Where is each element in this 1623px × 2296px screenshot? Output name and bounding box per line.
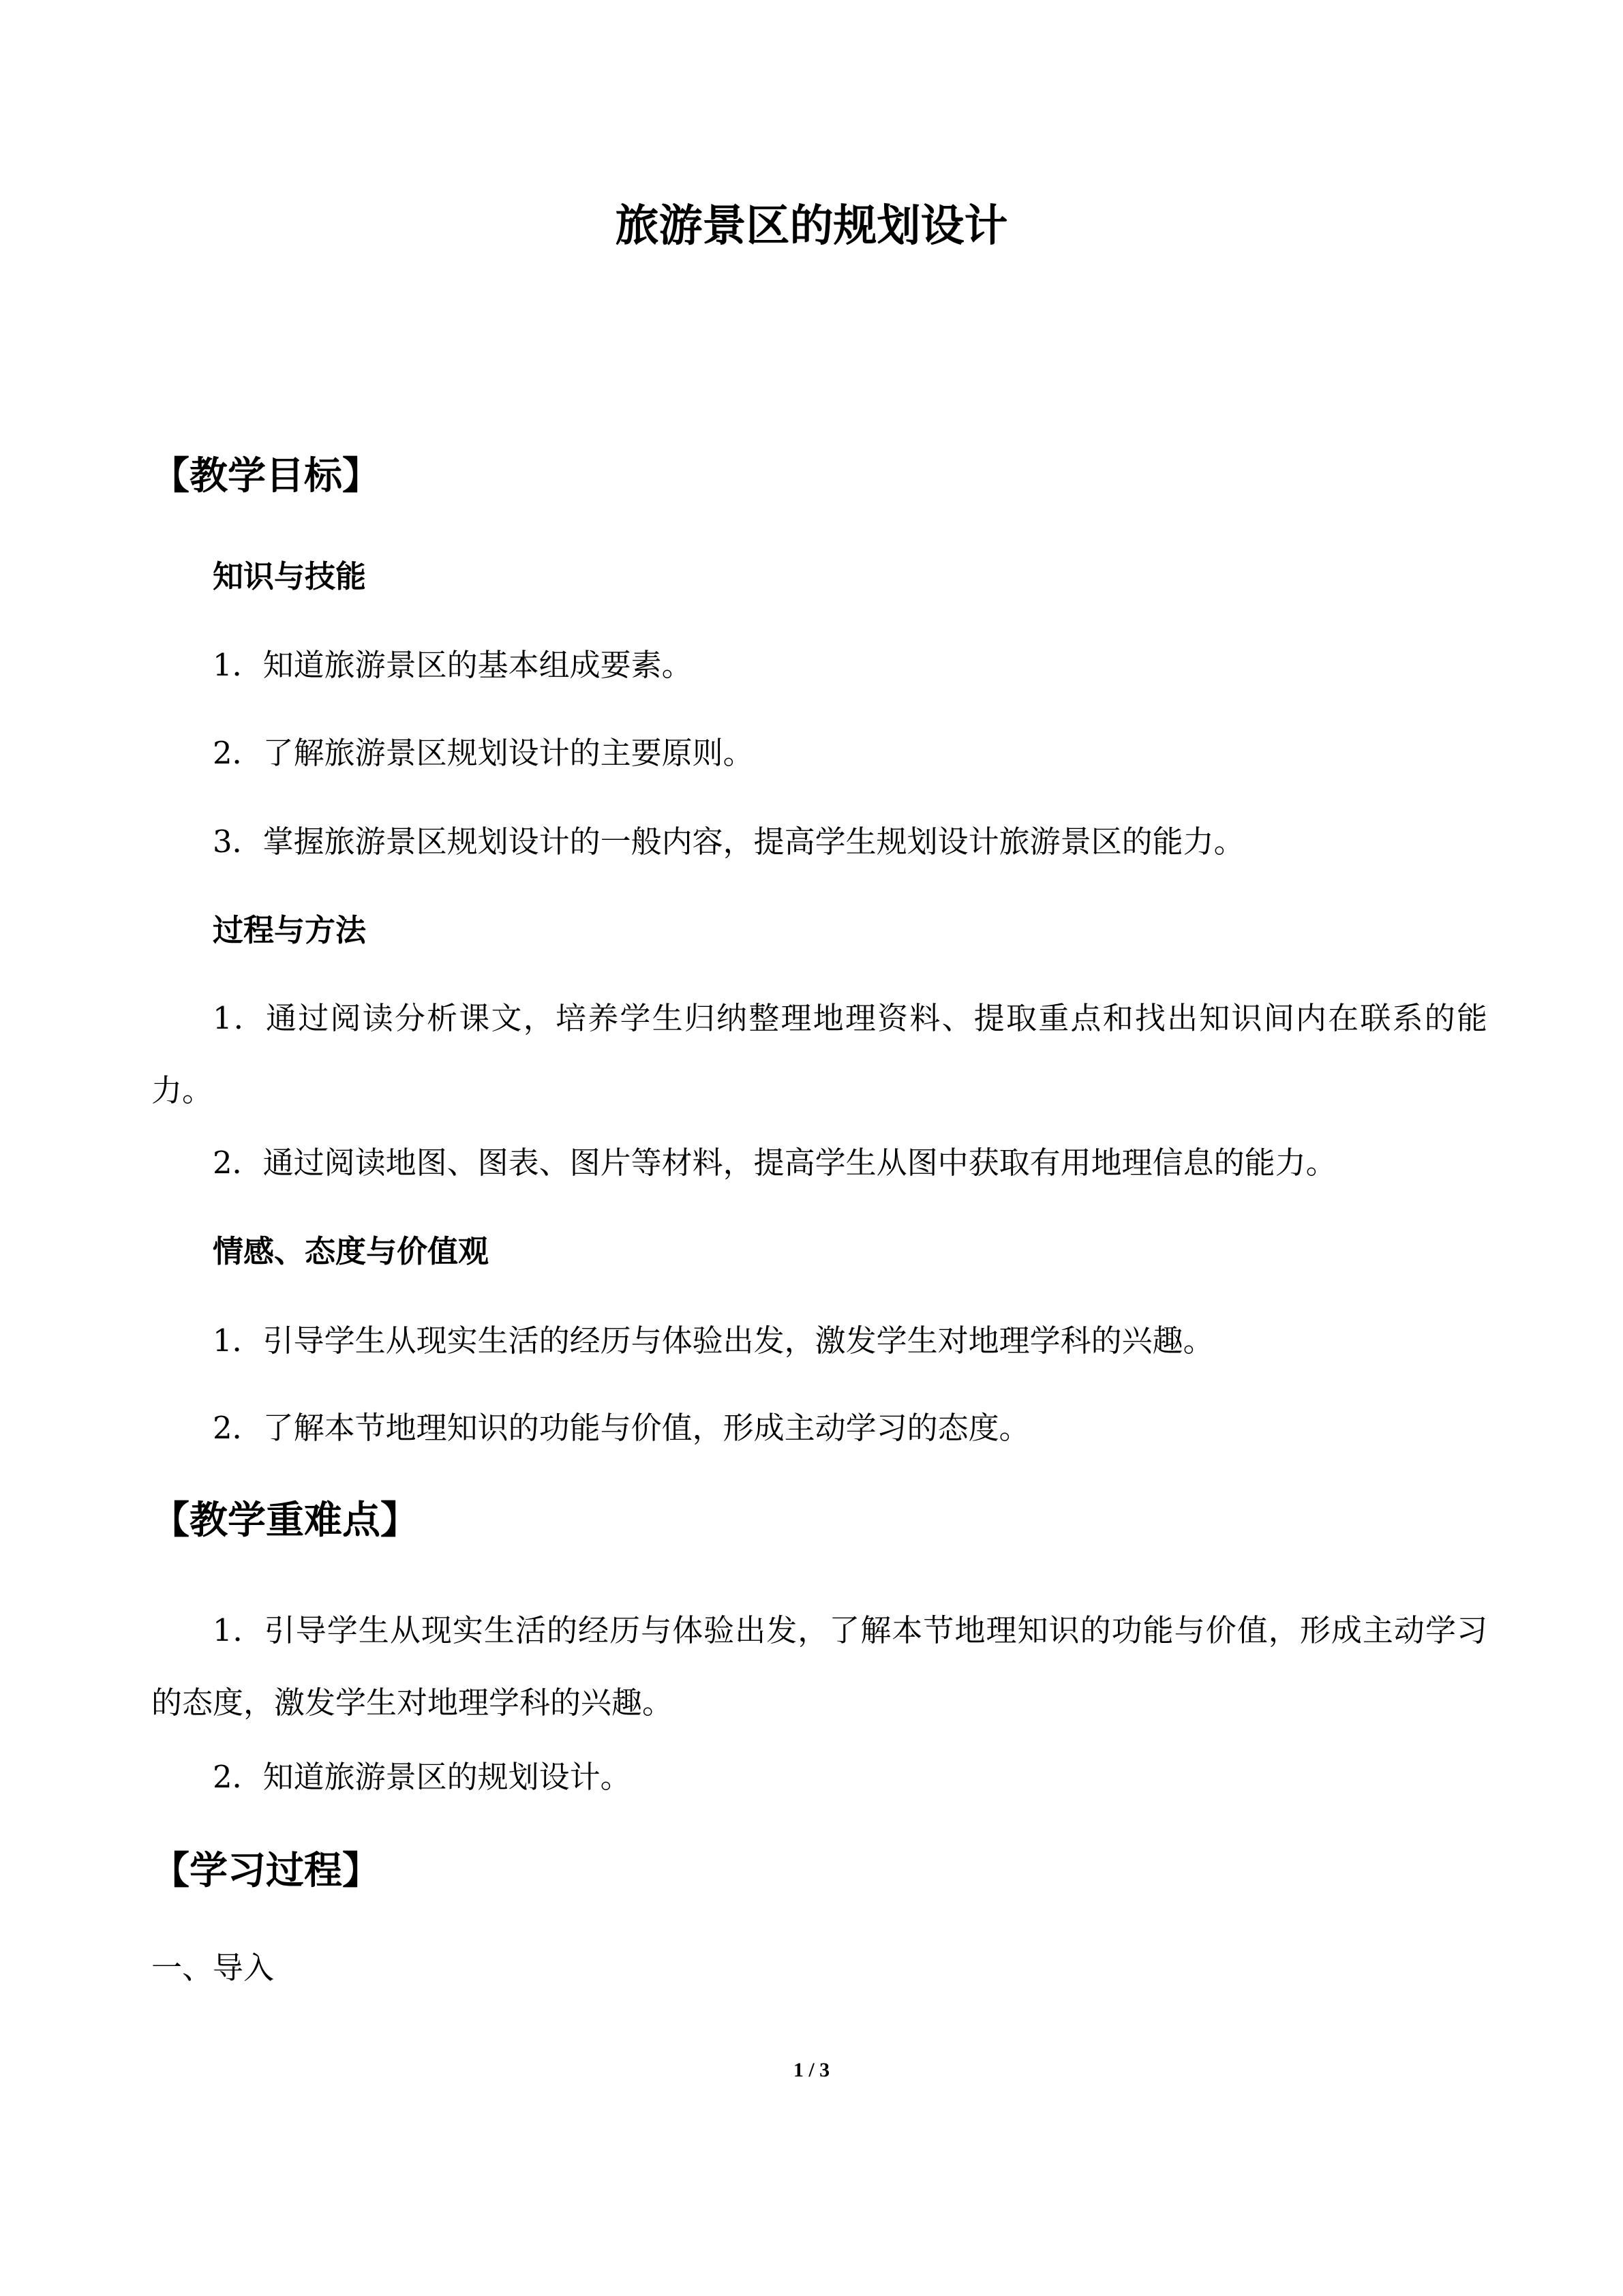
section-heading-objectives: 【教学目标】 [151, 453, 380, 498]
knowledge-item-3: 3．掌握旅游景区规划设计的一般内容，提高学生规划设计旅游景区的能力。 [213, 824, 1245, 860]
knowledge-item-2: 2．了解旅游景区规划设计的主要原则。 [213, 735, 754, 771]
document-title: 旅游景区的规划设计 [615, 200, 1008, 252]
attitude-item-1: 1．引导学生从现实生活的经历与体验出发，激发学生对地理学科的兴趣。 [213, 1323, 1214, 1359]
knowledge-item-1: 1．知道旅游景区的基本组成要素。 [213, 647, 693, 683]
page-number: 1 / 3 [793, 2059, 830, 2081]
learning-step-intro: 一、导入 [151, 1950, 275, 1986]
key-point-item-2: 2．知道旅游景区的规划设计。 [213, 1759, 631, 1795]
section-heading-key-points: 【教学重难点】 [151, 1498, 419, 1543]
attitude-item-2: 2．了解本节地理知识的功能与价值，形成主动学习的态度。 [213, 1410, 1030, 1446]
key-point-item-1: 1．引导学生从现实生活的经历与体验出发，了解本节地理知识的功能与价值，形成主动学习的态度，激发学生对地理学科的兴趣。 [151, 1612, 1487, 1721]
subheading-attitude-values: 情感、态度与价值观 [213, 1233, 489, 1269]
subheading-knowledge-skills: 知识与技能 [213, 558, 367, 594]
subheading-process-method: 过程与方法 [213, 912, 367, 948]
process-item-2: 2．通过阅读地图、图表、图片等材料，提高学生从图中获取有用地理信息的能力。 [213, 1145, 1337, 1181]
section-heading-learning-process: 【学习过程】 [151, 1848, 380, 1893]
process-item-1: 1．通过阅读分析课文，培养学生归纳整理地理资料、提取重点和找出知识间内在联系的能力。 [151, 1000, 1487, 1108]
